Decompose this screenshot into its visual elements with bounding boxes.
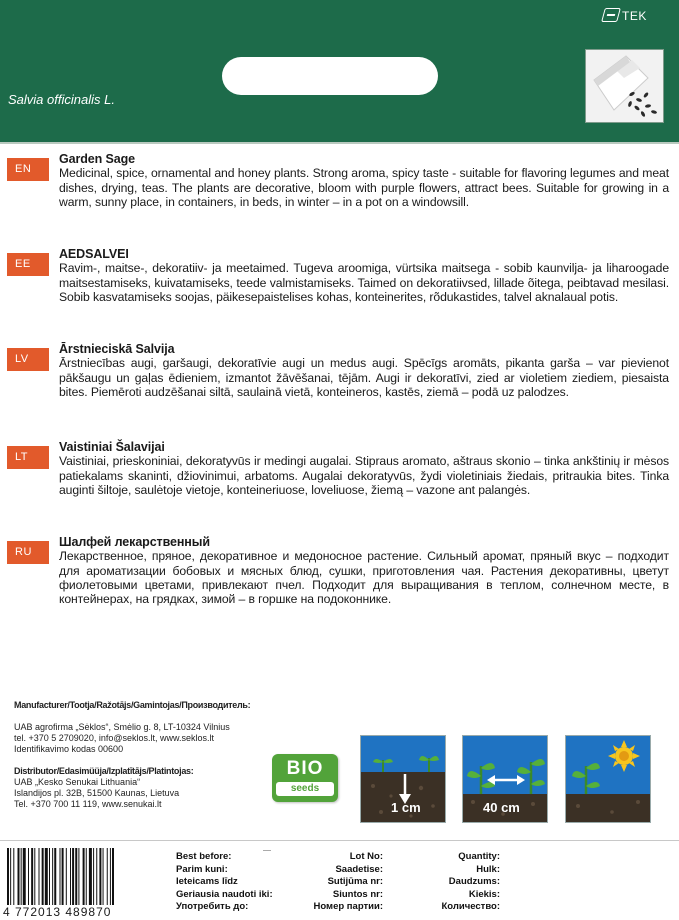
bio-badge-sub: seeds [276, 782, 334, 796]
section-title: Шалфей лекарственный [59, 535, 210, 549]
bio-badge-main: BIO [286, 758, 324, 779]
section-body: Medicinal, spice, ornamental and honey plants. Strong aroma, spicy taste - suitable for flavoring legumes and meat dishes, drying, teas. The plants are decorative, bloom with purple flowers, attract bees. Suitable for growing in a warm, sunny place, in containers, in beds, in winter – in a pot on a windowsill. [59, 166, 669, 209]
distributor-label: Distributor/Edasimüüja/Izplatītājs/Platintojas: [14, 766, 194, 776]
hang-hole [222, 57, 438, 95]
section-title: Vaistiniai Šalavijai [59, 440, 165, 454]
spacing-label: 40 cm [483, 800, 520, 815]
quantity-labels [420, 851, 500, 914]
section-text [59, 247, 669, 304]
quantity-label: Hulk: [476, 863, 500, 875]
sun-exposure-icon [565, 735, 651, 823]
best-before-label: Geriausia naudoti iki: [176, 888, 273, 900]
section-text [59, 152, 669, 209]
header-divider [0, 142, 679, 144]
language-badge: EN [7, 158, 49, 181]
language-badge: LV [7, 348, 49, 371]
quantity-label: Количество: [441, 901, 500, 913]
packet-header [0, 0, 679, 142]
quantity-label: Quantity: [458, 851, 500, 862]
brand-logo [603, 8, 647, 23]
plant-spacing-icon [462, 735, 548, 823]
field-line [263, 850, 271, 851]
section-title: AEDSALVEI [59, 247, 129, 261]
manufacturer-label: Manufacturer/Tootja/Ražotājs/Gamintojas/Производитель: [14, 700, 251, 710]
lot-labels [303, 851, 383, 914]
bottom-divider [0, 840, 679, 841]
lot-label: Sutijūma nr: [327, 876, 383, 888]
lot-label: Siuntos nr: [332, 888, 383, 900]
lot-label: Номер партии: [313, 901, 383, 913]
manufacturer-line: UAB agrofirma „Sėklos“, Smėlio g. 8, LT-10324 Vilnius [14, 722, 230, 732]
distributor-line: Tel. +370 700 11 119, www.senukai.lt [14, 799, 162, 809]
quantity-label: Kiekis: [468, 888, 500, 900]
lot-label: Saadetise: [335, 863, 383, 875]
section-body: Vaistiniai, prieskoniniai, dekoratyvūs ir medingi augalai. Stipraus aromato, aštraus skonio – tinka ankštinių ir mėsos patiekalams skaninti, džiovinimui, arbatoms. Augalai dekoratyvūs, žydi violetiniais žiedais, pritraukia bites. Tinka auginti šiltoje, saulėtoje vietoje, konteineriuose, loveliuose, žiemą – vazone ant palangės. [59, 454, 669, 497]
lot-label: Lot No: [349, 851, 383, 862]
section-title: Ārstnieciskā Salvija [59, 342, 175, 356]
manufacturer-line: tel. +370 5 2709020, info@seklos.lt, www.seklos.lt [14, 733, 214, 743]
depth-label: 1 cm [391, 800, 421, 815]
manufacturer-info [14, 700, 279, 810]
seed-packet-icon [585, 49, 664, 123]
language-badge: EE [7, 253, 49, 276]
bio-seeds-badge [272, 754, 338, 802]
latin-name: Salvia officinalis L. [8, 92, 115, 107]
section-body: Ārstniecības augi, garšaugi, dekoratīvie augi un medus augi. Spēcīgs aromāts, pikanta garša – var pievienot pākšaugu un gaļas ēdieniem, izmantot žāvēšanai, tējām. Augi ir dekoratīvi, zied ar violetiem ziediem, piesaista bites. Piemēroti audzēšanai siltā, saulainā vietā, konteineros, kastēs, ziemā – podā uz palodzes. [59, 356, 669, 399]
best-before-label: Parim kuni: [176, 863, 228, 875]
best-before-label: Употребить до: [176, 901, 249, 913]
best-before-label: Ieteicams līdz [176, 876, 238, 888]
section-body: Ravim-, maitse-, dekoratiiv- ja meetaimed. Tugeva aroomiga, vürtsika maitsega - sobib kaunvilja- ja liharoogade maitsestamiseks, kuivatamiseks, teede valmistamiseks. Taimed on dekoratiivsed, lillade õitega, peibtavad mesilasi. Sobib kasvatamiseks soojas, päikesepaistelises kohas, konteinerites, rõdukastides, talvel aknalaual potis. [59, 261, 669, 304]
section-title: Garden Sage [59, 152, 136, 166]
best-before-label: Best before: [176, 851, 232, 862]
tek-logo-icon [601, 8, 621, 22]
quantity-label: Daudzums: [448, 876, 500, 888]
section-text [59, 342, 669, 399]
barcode-digits: 4 772013 489870 [3, 905, 153, 919]
distributor-line: UAB „Kesko Senukai Lithuania“ [14, 777, 141, 787]
manufacturer-line: Identifikavimo kodas 00600 [14, 744, 124, 754]
best-before-labels [176, 851, 273, 914]
distributor-line: Islandijos pl. 32B, 51500 Kaunas, Lietuva [14, 788, 180, 798]
brand-name: TEK [622, 9, 647, 23]
language-badge: RU [7, 541, 49, 564]
section-body: Лекарственное, пряное, декоративное и медоносное растение. Сильный аромат, пряный вкус – подходит для ароматизации бобовых и мясных блюд, сушки, приготовления чая. Растения декоративны, цветут фиолетовыми цветами, привлекают пчел. Подходит для выращивания в теплом, солнечном месте, в контейнерах, на грядках, зимой – в горшке на подоконнике. [59, 549, 669, 607]
sowing-depth-icon [360, 735, 446, 823]
language-badge: LT [7, 446, 49, 469]
section-text [59, 535, 669, 606]
section-text [59, 440, 669, 497]
